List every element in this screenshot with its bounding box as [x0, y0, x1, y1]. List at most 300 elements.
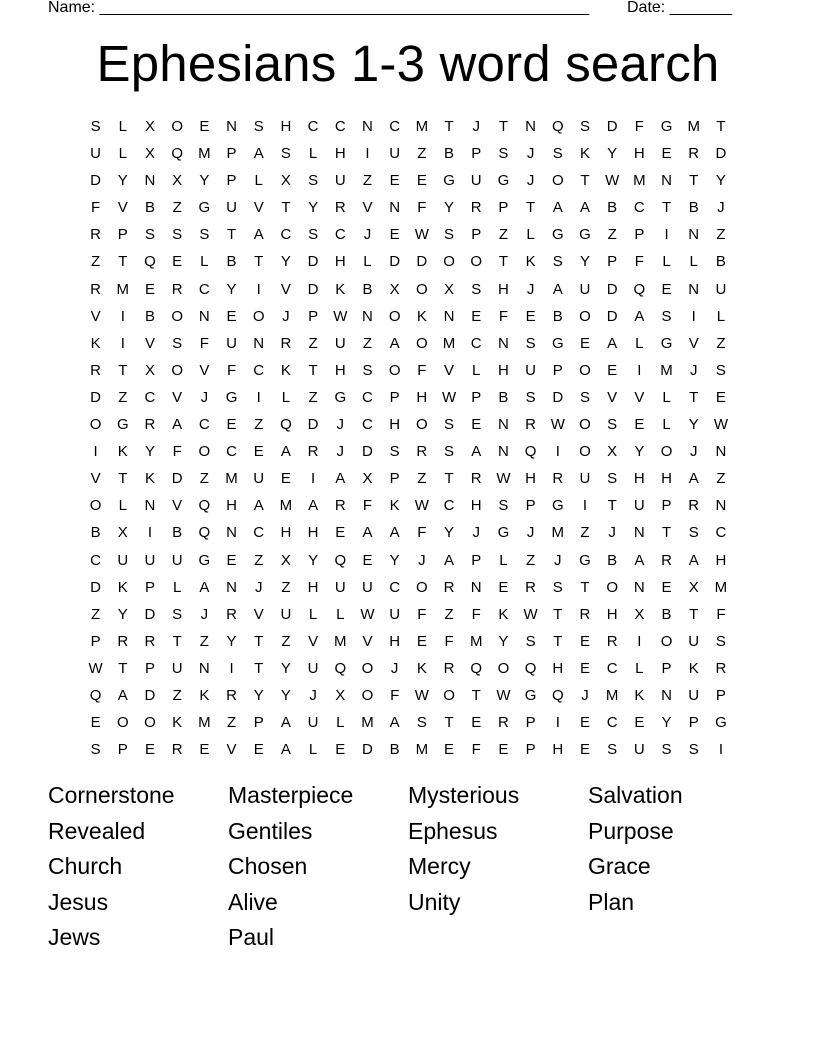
grid-letter: Z	[172, 199, 182, 217]
grid-letter: W	[496, 470, 511, 488]
word-bank-item: Cornerstone	[48, 782, 175, 808]
grid-letter: K	[172, 714, 183, 732]
grid-letter: G	[660, 334, 673, 352]
grid-letter: X	[280, 172, 291, 190]
grid-letter: A	[688, 470, 699, 488]
word-bank-item: Jews	[48, 924, 101, 950]
grid-letter: K	[688, 659, 699, 677]
grid-letter: K	[90, 334, 101, 352]
grid-letter: I	[718, 741, 723, 759]
grid-letter: C	[362, 388, 373, 406]
grid-letter: N	[525, 118, 537, 135]
grid-letter: Y	[144, 443, 155, 461]
grid-letter: V	[144, 334, 155, 352]
grid-letter: C	[470, 334, 482, 352]
grid-letter: L	[635, 659, 644, 677]
date-field-label: Date: _______	[627, 0, 732, 16]
grid-letter: C	[715, 524, 727, 542]
word-bank-item: Chosen	[228, 853, 308, 879]
grid-letter: K	[335, 280, 346, 298]
grid-letter: N	[362, 118, 373, 135]
grid-letter: U	[90, 145, 102, 163]
grid-letter: S	[90, 741, 101, 759]
grid-letter: H	[334, 145, 346, 163]
grid-letter: M	[469, 632, 483, 650]
grid-letter: N	[661, 686, 672, 704]
grid-letter: O	[660, 443, 673, 461]
grid-letter: C	[198, 280, 210, 298]
grid-letter: S	[444, 226, 455, 244]
grid-letter: T	[118, 659, 128, 677]
grid-letter: O	[579, 416, 591, 434]
grid-letter: P	[715, 686, 726, 704]
grid-letter: O	[144, 714, 156, 732]
grid-letter: S	[416, 714, 427, 732]
grid-letter: E	[579, 632, 590, 650]
grid-letter: J	[689, 361, 698, 379]
grid-letter: A	[634, 551, 645, 569]
grid-letter: E	[389, 226, 400, 244]
grid-letter: O	[551, 172, 564, 190]
grid-letter: S	[607, 741, 618, 759]
grid-letter: B	[362, 280, 373, 298]
grid-letter: R	[171, 280, 183, 298]
grid-letter: D	[606, 307, 618, 325]
grid-letter: T	[226, 226, 237, 244]
grid-letter: B	[90, 524, 101, 542]
grid-letter: I	[120, 334, 125, 352]
grid-letter: Z	[254, 416, 264, 434]
grid-letter: B	[226, 253, 237, 271]
grid-letter: B	[444, 145, 455, 163]
grid-letter: R	[579, 605, 591, 623]
grid-letter: U	[226, 199, 237, 217]
grid-letter: R	[552, 470, 564, 488]
grid-letter: S	[362, 361, 373, 379]
grid-letter: Q	[144, 253, 156, 271]
grid-letter: C	[90, 551, 102, 569]
grid-letter: S	[144, 226, 155, 244]
grid-letter: T	[553, 605, 563, 623]
grid-letter: G	[198, 551, 211, 569]
grid-letter: R	[171, 741, 183, 759]
grid-letter: P	[117, 741, 128, 759]
grid-letter: O	[388, 361, 401, 379]
grid-letter: A	[117, 686, 128, 704]
grid-letter: V	[280, 280, 291, 298]
grid-letter: T	[689, 605, 699, 623]
grid-letter: S	[661, 307, 672, 325]
grid-letter: O	[89, 416, 102, 434]
grid-letter: E	[498, 741, 509, 759]
grid-letter: T	[553, 632, 563, 650]
grid-letter: O	[443, 686, 455, 704]
grid-letter: H	[715, 551, 727, 569]
word-bank-item: Unity	[408, 888, 461, 915]
grid-letter: H	[307, 524, 319, 542]
grid-letter: T	[716, 118, 726, 135]
grid-letter: S	[280, 145, 291, 163]
grid-letter: R	[117, 632, 129, 650]
grid-letter: M	[605, 686, 619, 704]
grid-letter: E	[444, 741, 455, 759]
grid-letter: K	[280, 361, 291, 379]
grid-letter: I	[664, 226, 669, 244]
grid-letter: P	[688, 714, 699, 732]
grid-letter: R	[688, 497, 700, 515]
grid-letter: X	[444, 280, 455, 298]
grid-letter: F	[390, 686, 400, 704]
grid-letter: R	[334, 199, 346, 217]
grid-letter: G	[551, 226, 564, 244]
grid-letter: Z	[417, 145, 427, 163]
grid-letter: P	[471, 226, 482, 244]
grid-letter: B	[715, 253, 726, 271]
grid-letter: R	[226, 605, 237, 623]
grid-letter: E	[416, 632, 427, 650]
grid-letter: A	[579, 199, 590, 217]
grid-letter: T	[254, 659, 264, 677]
grid-letter: R	[90, 226, 102, 244]
grid-letter: Z	[199, 632, 209, 650]
grid-letter: S	[308, 172, 319, 190]
grid-letter: C	[606, 659, 618, 677]
grid-letter: V	[634, 388, 645, 406]
grid-letter: J	[526, 172, 535, 190]
grid-letter: G	[579, 551, 591, 569]
grid-letter: L	[200, 253, 209, 271]
grid-letter: S	[444, 443, 455, 461]
grid-letter: T	[661, 524, 672, 542]
grid-letter: P	[661, 497, 672, 515]
grid-letter: U	[715, 280, 727, 298]
grid-letter: S	[552, 145, 563, 163]
grid-letter: L	[662, 416, 671, 434]
grid-letter: H	[280, 524, 292, 542]
grid-letter: K	[117, 578, 128, 596]
grid-letter: H	[470, 497, 482, 515]
grid-letter: H	[606, 605, 618, 623]
grid-letter: P	[389, 470, 400, 488]
grid-letter: E	[471, 714, 482, 732]
word-bank-item: Mercy	[408, 853, 471, 879]
word-bank-item: Gentiles	[228, 817, 313, 844]
grid-letter: R	[661, 551, 672, 569]
grid-letter: H	[633, 470, 645, 488]
grid-letter: F	[417, 199, 427, 217]
grid-letter: Y	[280, 253, 291, 271]
grid-letter: D	[144, 605, 156, 623]
grid-letter: P	[634, 226, 645, 244]
grid-letter: I	[93, 443, 98, 461]
grid-letter: D	[715, 145, 727, 163]
grid-letter: N	[688, 226, 700, 244]
grid-letter: C	[253, 524, 265, 542]
grid-letter: D	[90, 388, 102, 406]
grid-letter: E	[90, 714, 101, 732]
grid-letter: E	[253, 443, 264, 461]
grid-letter: U	[334, 334, 346, 352]
grid-letter: W	[441, 388, 457, 406]
grid-letter: W	[414, 226, 429, 244]
grid-letter: L	[308, 145, 318, 163]
grid-letter: A	[389, 524, 400, 542]
grid-letter: I	[582, 497, 588, 515]
grid-letter: C	[226, 443, 237, 461]
grid-letter: L	[635, 334, 644, 352]
grid-letter: E	[579, 714, 590, 732]
grid-letter: A	[634, 307, 645, 325]
grid-letter: A	[552, 199, 563, 217]
grid-letter: T	[308, 361, 318, 379]
grid-letter: V	[253, 605, 264, 623]
grid-letter: R	[470, 470, 482, 488]
grid-letter: P	[525, 714, 536, 732]
word-bank-item: Paul	[228, 924, 275, 950]
grid-letter: I	[229, 659, 234, 677]
grid-letter: E	[634, 714, 645, 732]
grid-letter: I	[637, 632, 642, 650]
grid-letter: S	[715, 361, 726, 379]
grid-letter: F	[444, 632, 454, 650]
grid-letter: Q	[280, 416, 292, 434]
grid-letter: E	[362, 551, 373, 569]
grid-letter: L	[308, 741, 318, 759]
grid-letter: Q	[198, 524, 211, 542]
grid-letter: O	[198, 443, 211, 461]
grid-letter: Q	[551, 118, 564, 135]
grid-letter: J	[526, 524, 535, 542]
grid-letter: M	[198, 145, 211, 163]
grid-letter: R	[443, 659, 455, 677]
grid-letter: S	[389, 443, 400, 461]
grid-letter: M	[198, 714, 211, 732]
grid-letter: C	[389, 578, 401, 596]
grid-letter: Y	[280, 686, 291, 704]
grid-letter: J	[526, 280, 535, 298]
grid-letter: U	[579, 280, 591, 298]
grid-letter: V	[226, 741, 237, 759]
grid-letter: A	[389, 334, 400, 352]
grid-letter: V	[607, 388, 618, 406]
grid-letter: E	[661, 145, 672, 163]
grid-letter: Z	[580, 524, 590, 542]
grid-letter: S	[172, 226, 183, 244]
grid-letter: X	[280, 551, 291, 569]
grid-letter: G	[334, 388, 347, 406]
grid-letter: C	[334, 118, 346, 135]
grid-letter: R	[525, 578, 537, 596]
grid-letter: M	[279, 497, 293, 515]
grid-letter: I	[637, 361, 642, 379]
grid-letter: Z	[607, 226, 617, 244]
grid-letter: D	[307, 253, 319, 271]
grid-letter: M	[442, 334, 456, 352]
grid-letter: U	[307, 714, 319, 732]
grid-letter: H	[226, 497, 237, 515]
grid-letter: D	[389, 253, 401, 271]
grid-letter: M	[225, 470, 238, 488]
grid-letter: T	[118, 361, 128, 379]
grid-letter: S	[715, 632, 726, 650]
grid-letter: A	[280, 714, 291, 732]
grid-letter: K	[416, 307, 427, 325]
grid-letter: O	[361, 659, 374, 677]
grid-letter: S	[661, 741, 672, 759]
grid-letter: T	[444, 470, 454, 488]
grid-letter: E	[144, 741, 155, 759]
grid-letter: T	[471, 686, 481, 704]
grid-letter: B	[552, 307, 563, 325]
grid-letter: G	[660, 118, 673, 135]
grid-letter: R	[334, 497, 346, 515]
grid-letter: J	[254, 578, 263, 596]
grid-letter: N	[362, 307, 373, 325]
grid-letter: Y	[444, 524, 455, 542]
grid-letter: H	[497, 361, 509, 379]
grid-letter: Z	[417, 470, 427, 488]
grid-letter: P	[552, 361, 563, 379]
word-bank-item: Alive	[228, 888, 278, 915]
grid-letter: D	[362, 741, 373, 759]
grid-letter: H	[334, 253, 346, 271]
grid-letter: X	[144, 118, 155, 135]
grid-letter: W	[605, 172, 620, 190]
grid-letter: W	[713, 416, 728, 434]
grid-letter: W	[414, 497, 429, 515]
grid-letter: P	[90, 632, 101, 650]
grid-letter: Y	[661, 714, 672, 732]
grid-letter: I	[256, 280, 261, 298]
grid-letter: Z	[444, 605, 454, 623]
grid-letter: X	[688, 578, 699, 596]
grid-letter: Z	[199, 470, 209, 488]
grid-letter: E	[280, 470, 291, 488]
grid-letter: J	[309, 686, 317, 704]
grid-letter: F	[471, 605, 481, 623]
grid-letter: W	[333, 307, 348, 325]
grid-letter: V	[444, 361, 455, 379]
grid-letter: B	[607, 199, 618, 217]
grid-letter: T	[118, 470, 128, 488]
grid-letter: Y	[579, 253, 590, 271]
grid-letter: S	[444, 416, 455, 434]
grid-letter: J	[336, 416, 345, 434]
grid-letter: S	[688, 741, 699, 759]
grid-letter: F	[417, 605, 427, 623]
grid-letter: Q	[334, 551, 347, 569]
grid-letter: A	[280, 443, 291, 461]
grid-letter: O	[388, 307, 401, 325]
grid-letter: T	[254, 253, 264, 271]
grid-letter: O	[171, 118, 183, 135]
grid-letter: Z	[308, 334, 318, 352]
grid-letter: R	[715, 659, 727, 677]
grid-letter: U	[633, 497, 645, 515]
grid-letter: K	[389, 497, 400, 515]
grid-letter: K	[525, 253, 536, 271]
grid-letter: Q	[470, 659, 483, 677]
grid-letter: P	[253, 714, 264, 732]
grid-letter: X	[362, 470, 373, 488]
word-bank-item: Purpose	[588, 817, 674, 844]
grid-letter: Z	[526, 551, 536, 569]
grid-letter: S	[579, 118, 590, 135]
grid-letter: K	[416, 659, 427, 677]
grid-letter: T	[281, 199, 291, 217]
grid-letter: S	[199, 226, 210, 244]
grid-letter: L	[308, 605, 318, 623]
grid-letter: S	[525, 632, 536, 650]
grid-letter: Z	[498, 226, 508, 244]
grid-letter: C	[307, 118, 319, 135]
grid-letter: X	[607, 443, 618, 461]
grid-letter: Y	[308, 551, 319, 569]
grid-letter: Y	[226, 280, 237, 298]
grid-letter: O	[660, 632, 673, 650]
grid-letter: U	[334, 578, 346, 596]
grid-letter: F	[199, 334, 209, 352]
grid-letter: U	[144, 551, 156, 569]
grid-letter: F	[498, 307, 508, 325]
grid-letter: J	[282, 307, 290, 325]
word-bank-item: Grace	[588, 853, 651, 879]
grid-letter: E	[471, 416, 482, 434]
grid-letter: D	[606, 280, 618, 298]
grid-letter: N	[144, 172, 156, 190]
grid-letter: L	[716, 307, 726, 325]
grid-letter: B	[661, 605, 672, 623]
grid-letter: N	[226, 118, 237, 135]
grid-letter: M	[116, 280, 130, 298]
grid-letter: Y	[117, 605, 128, 623]
grid-letter: L	[472, 361, 481, 379]
grid-letter: J	[418, 551, 426, 569]
grid-letter: L	[662, 253, 671, 271]
grid-letter: F	[634, 118, 644, 135]
grid-letter: U	[171, 659, 183, 677]
grid-letter: E	[172, 253, 183, 271]
grid-letter: I	[691, 307, 696, 325]
grid-letter: Y	[117, 172, 128, 190]
grid-letter: Z	[716, 470, 726, 488]
grid-letter: E	[226, 551, 237, 569]
grid-letter: K	[144, 470, 155, 488]
grid-letter: O	[171, 307, 183, 325]
grid-letter: E	[607, 361, 618, 379]
grid-letter: C	[389, 118, 401, 135]
grid-letter: S	[90, 118, 101, 135]
grid-letter: U	[633, 741, 645, 759]
word-bank-item: Salvation	[588, 782, 683, 808]
grid-letter: S	[579, 388, 590, 406]
grid-letter: U	[688, 632, 700, 650]
grid-letter: C	[280, 226, 292, 244]
grid-letter: W	[88, 659, 103, 677]
grid-letter: W	[360, 605, 375, 623]
grid-letter: H	[334, 361, 346, 379]
grid-letter: S	[607, 470, 618, 488]
grid-letter: E	[144, 280, 155, 298]
grid-letter: S	[552, 253, 563, 271]
grid-letter: P	[389, 388, 400, 406]
grid-letter: G	[497, 524, 510, 542]
grid-letter: V	[688, 334, 699, 352]
grid-letter: O	[579, 361, 591, 379]
grid-letter: F	[91, 199, 101, 217]
grid-letter: N	[661, 172, 672, 190]
grid-letter: P	[308, 307, 319, 325]
